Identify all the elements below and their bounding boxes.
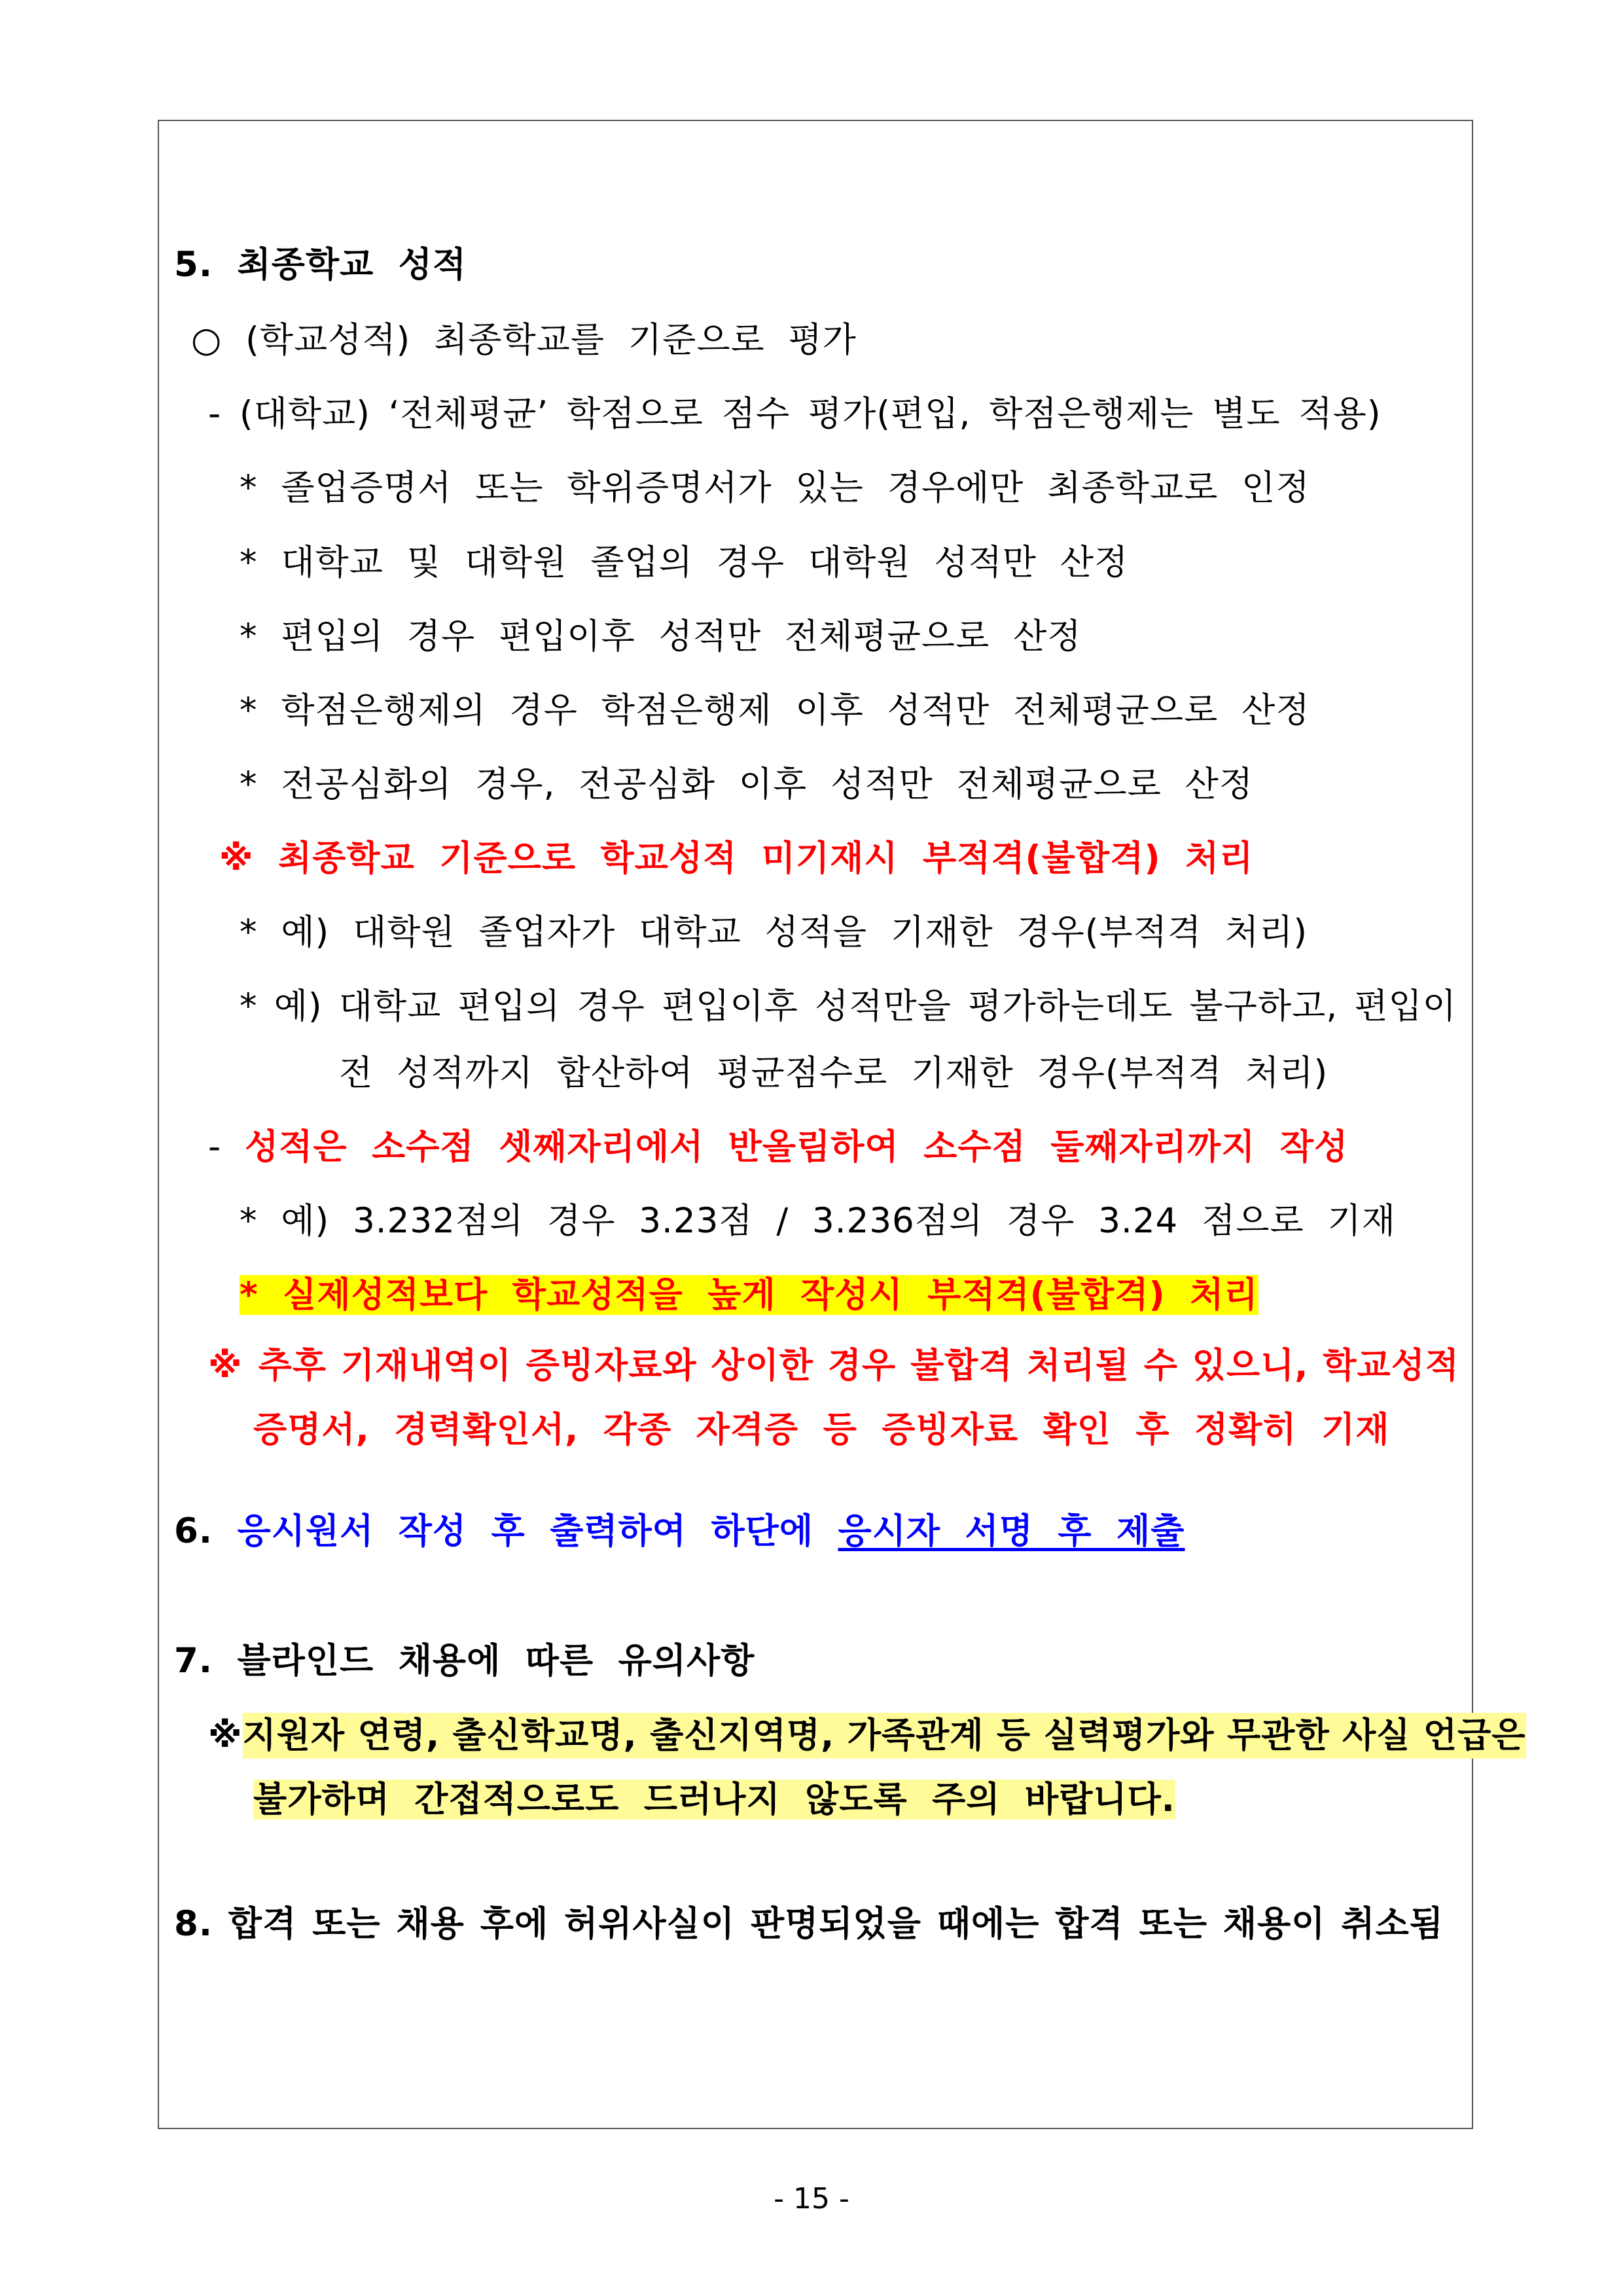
dash-item-university: - (대학교) ‘전체평균’ 학점으로 점수 평가(편입, 학점은행제는 별도 적용)	[208, 394, 1382, 434]
note-item: * 졸업증명서 또는 학위증명서가 있는 경우에만 최종학교로 인정	[240, 468, 1310, 508]
note-item: * 대학교 및 대학원 졸업의 경우 대학원 성적만 산정	[240, 543, 1129, 583]
highlight-warning-wrapper	[240, 1272, 1258, 1318]
section-5-title: 5. 최종학교 성적	[174, 245, 467, 285]
blind-notice-mark: ※	[208, 1715, 243, 1755]
section-8-title: 8. 합격 또는 채용 후에 허위사실이 판명되었을 때에는 합격 또는 채용이 취소됨	[174, 1904, 1444, 1944]
note-item: * 편입의 경우 편입이후 성적만 전체평균으로 산정	[240, 617, 1082, 656]
example-item-continuation: 전 성적까지 합산하여 평균점수로 기재한 경우(부적격 처리)	[339, 1053, 1329, 1093]
warning-missing-grade: ※ 최종학교 기준으로 학교성적 미기재시 부적격(불합격) 처리	[219, 838, 1254, 878]
page-number: - 15 -	[774, 2182, 849, 2215]
warning-evidence-line2: 증명서, 경력확인서, 각종 자격증 등 증빙자료 확인 후 정확히 기재	[253, 1410, 1390, 1450]
dash-item-decimal	[208, 1124, 1348, 1170]
warning-evidence-line1: ※ 추후 기재내역이 증빙자료와 상이한 경우 불합격 처리될 수 있으니, 학교성적	[208, 1346, 1459, 1386]
example-item: * 예) 대학교 편입의 경우 편입이후 성적만을 평가하는데도 불구하고, 편입이	[240, 986, 1457, 1026]
blind-notice-line1: 지원자 연령, 출신학교명, 출신지역명, 가족관계 등 실력평가와 무관한 사실 언급은	[243, 1713, 1526, 1759]
section-6	[174, 1509, 1185, 1554]
decimal-rule: 성적은 소수점 셋째자리에서 반올림하여 소수점 둘째자리까지 작성	[244, 1127, 1349, 1167]
blind-notice-row	[208, 1713, 1526, 1759]
section-6-underlined: 응시자 서명 후 제출	[838, 1511, 1185, 1551]
section-6-text: 응시원서 작성 후 출력하여 하단에	[237, 1511, 838, 1551]
section-6-number: 6.	[174, 1511, 238, 1551]
blind-notice-line2-wrapper	[253, 1777, 1175, 1823]
note-item: * 전공심화의 경우, 전공심화 이후 성적만 전체평균으로 산정	[240, 764, 1254, 804]
example-decimal: * 예) 3.232점의 경우 3.23점 / 3.236점의 경우 3.24 점으로 기재	[240, 1201, 1396, 1241]
blind-notice-line1-wrapper	[208, 1713, 1526, 1759]
warning-evidence-wrapper	[208, 1343, 1459, 1389]
section-8-wrapper	[174, 1901, 1444, 1947]
note-item: * 학점은행제의 경우 학점은행제 이후 성적만 전체평균으로 산정	[240, 691, 1310, 730]
blind-notice-line2: 불가하며 간접적으로도 드러나지 않도록 주의 바랍니다.	[253, 1780, 1175, 1820]
example-item-wrapper	[240, 984, 1457, 1030]
circle-item: ○ (학교성적) 최종학교를 기준으로 평가	[191, 320, 857, 360]
example-item: * 예) 대학원 졸업자가 대학교 성적을 기재한 경우(부적격 처리)	[240, 912, 1308, 952]
section-7-title: 7. 블라인드 채용에 따른 유의사항	[174, 1641, 755, 1681]
highlight-warning: * 실제성적보다 학교성적을 높게 작성시 부적격(불합격) 처리	[240, 1275, 1258, 1315]
dash-prefix: -	[208, 1127, 245, 1167]
